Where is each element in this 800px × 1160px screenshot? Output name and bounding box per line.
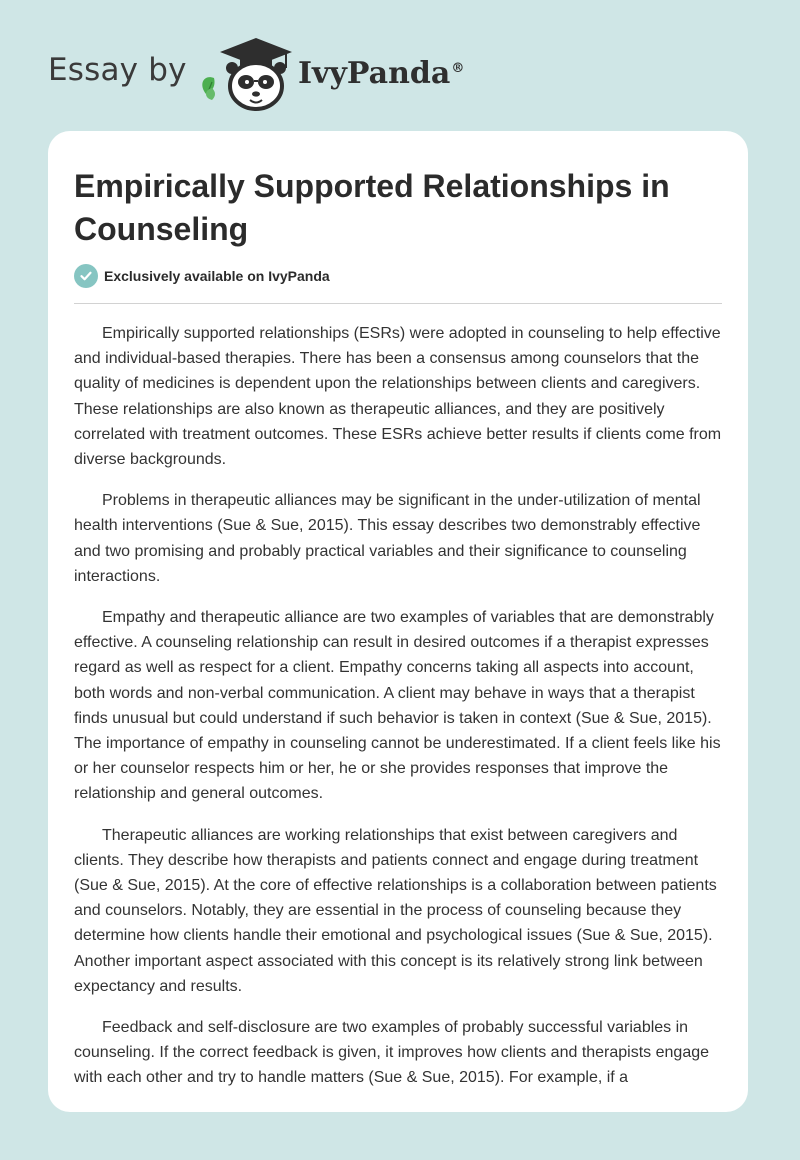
paragraph: Problems in therapeutic alliances may be significant in the under-utilization of mental health interventions (Sue & Sue, 2015). This essay describes two demonstrably effective and two promising and probably practical variables and their significance to counseling interactions.	[74, 492, 701, 585]
divider	[74, 303, 722, 304]
check-icon	[74, 264, 98, 288]
essay-body	[74, 321, 726, 1107]
page-title: Empirically Supported Relationships in Counseling	[74, 168, 670, 247]
paragraph: Therapeutic alliances are working relationships that exist between caregivers and clients. They describe how therapists and patients connect and engage during treatment (Sue & Sue, 2015). At the core of effective relationships is a collaboration between patients and counselors. Notably, they are essential in the process of counseling because they determine how clients handle their emotional and psychological issues (Sue & Sue, 2015). Another important aspect associated with this concept is its relatively strong link between expectancy and results.	[74, 826, 717, 995]
essay-by-label: Essay by	[48, 52, 187, 88]
badge-label: Exclusively available on IvyPanda	[104, 268, 330, 284]
panda-graduate-icon[interactable]	[198, 34, 298, 112]
exclusive-badge	[74, 264, 330, 288]
essay-card	[48, 131, 748, 1112]
registered-mark: ®	[451, 61, 465, 76]
brand-name[interactable]	[298, 56, 464, 91]
paragraph: Feedback and self-disclosure are two examples of probably successful variables in counseling. If the correct feedback is given, it improves how clients and therapists engage with each other and try to handle matters (Sue & Sue, 2015). For example, if a	[74, 1019, 710, 1087]
brand-text: IvyPanda	[298, 56, 451, 91]
paragraph: Empathy and therapeutic alliance are two examples of variables that are demonstrably effective. A counseling relationship can result in desired outcomes if a therapist expresses regard as well as respect for a client. Empathy concerns taking all aspects into account, both words and non-verbal communication. A client may behave in ways that a therapist finds unusual but could understand if such behavior is taken in context (Sue & Sue, 2015). The importance of empathy in counseling cannot be underestimated. If a client feels like his or her counselor respects him or her, he or she provides responses that improve the relationship and general outcomes.	[74, 609, 721, 803]
site-header	[48, 32, 748, 112]
paragraph: Empirically supported relationships (ESRs) were adopted in counseling to help effective and individual-based therapies. There has been a consensus among counselors that the quality of medicines is dependent upon the relationships between clients and caregivers. These relationships are also known as therapeutic alliances, and they are positively correlated with treatment outcomes. These ESRs achieve better results if clients come from diverse backgrounds.	[74, 325, 722, 469]
